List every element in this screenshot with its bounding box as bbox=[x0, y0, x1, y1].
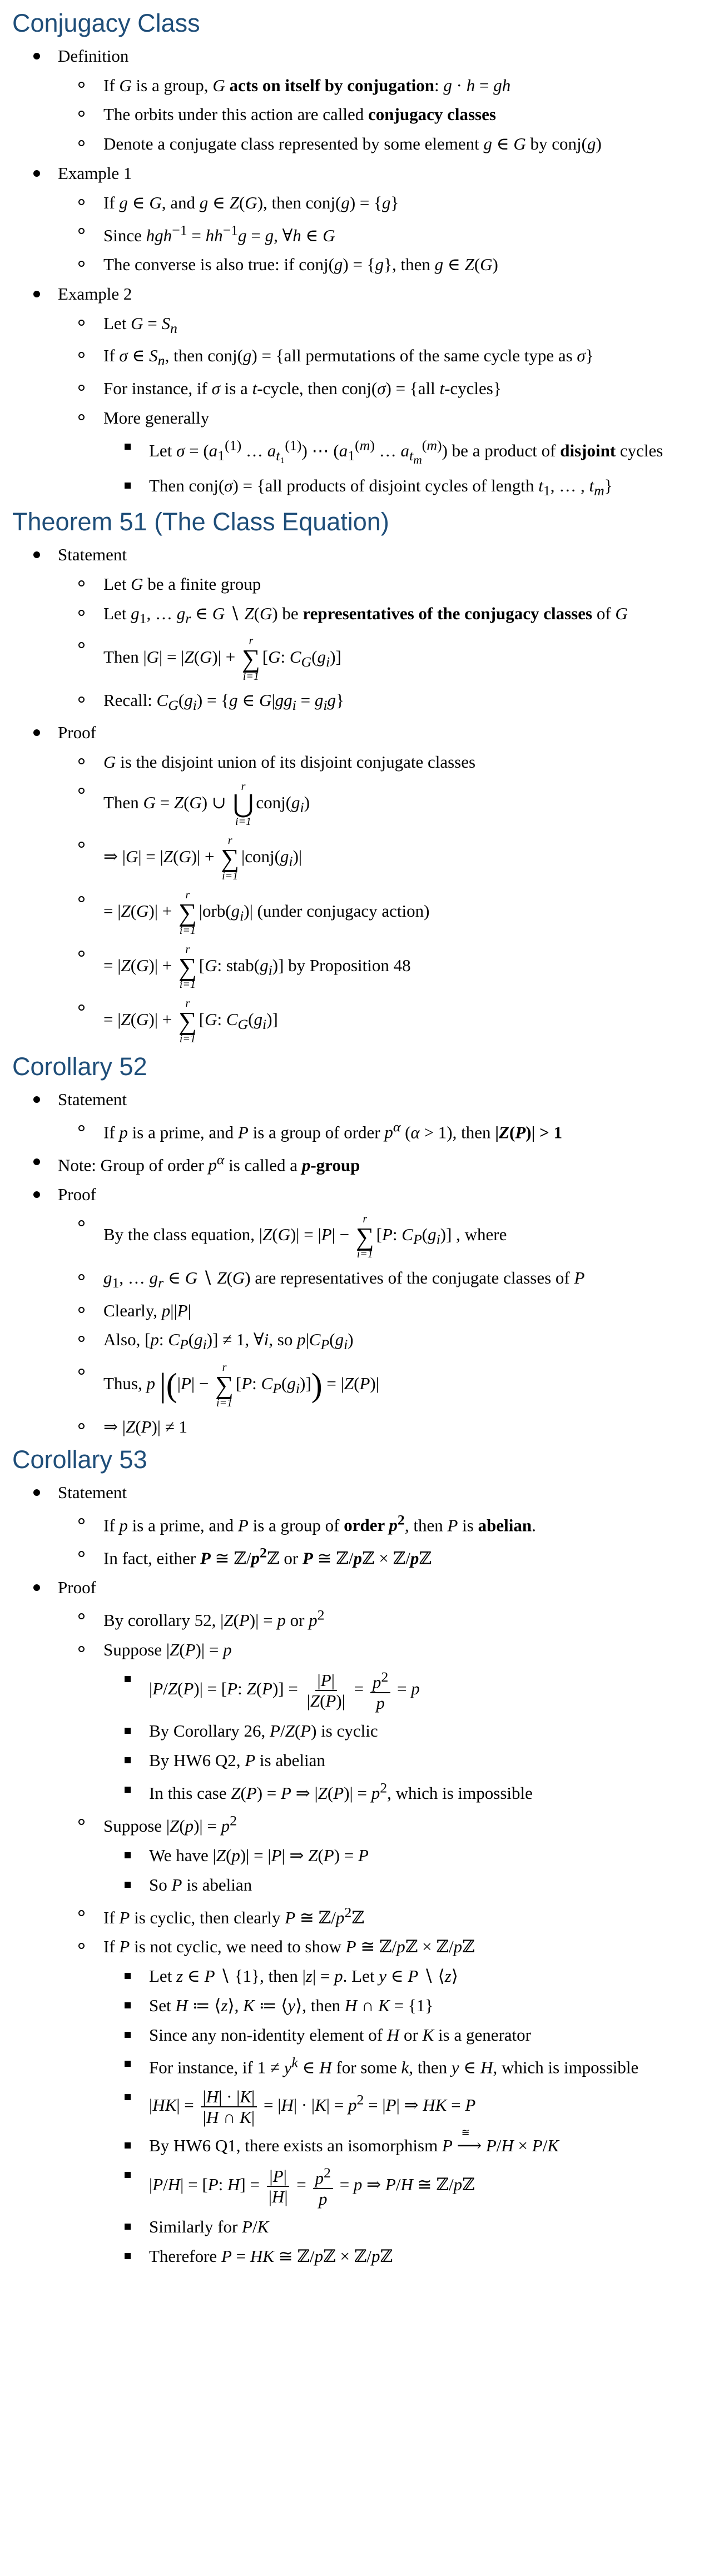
bullet-marker-icon bbox=[125, 1728, 131, 1734]
bullet-marker-icon bbox=[78, 1336, 85, 1342]
section bbox=[12, 9, 702, 500]
bullet-marker-icon bbox=[125, 2002, 131, 2008]
bullet-list-level-2 bbox=[58, 75, 702, 155]
bullet-marker-icon bbox=[78, 199, 85, 205]
list-item bbox=[58, 603, 702, 628]
list-item-text: ⇒ |Z(P)| ≠ 1 bbox=[103, 1416, 187, 1436]
list-item-text: Then |G| = |Z(G)| + r ∑ i=1 [G: $C_G(g_i)$] bbox=[103, 635, 341, 683]
list-item-text: = |Z(G)| + r ∑ i=1 $|orb(g_i)|$ (under conjugacy action) bbox=[103, 889, 430, 937]
list-item-text: If σ ∈ $S_n$, then conj(g) = {all permutations of the same cycle type as σ} bbox=[103, 346, 594, 369]
list-item bbox=[58, 998, 702, 1045]
list-item bbox=[58, 1936, 702, 2267]
list-item-text: The converse is also true: if conj(g) = {g}, then g ∈ Z(G) bbox=[103, 255, 498, 275]
list-item-text: We have |Z(p)| = |P| ⇒ Z(P) = P bbox=[149, 1845, 369, 1865]
list-item-text: Then G = Z(G) ∪ r ⋃ i=1 $conj(g_i)$ bbox=[103, 780, 310, 828]
bullet-marker-icon bbox=[125, 483, 131, 489]
list-item bbox=[103, 1845, 702, 1867]
list-item bbox=[58, 1300, 702, 1322]
bullet-list-level-2 bbox=[58, 192, 702, 276]
bullet-list-level-1 bbox=[12, 1482, 702, 2267]
bullet-list-level-2 bbox=[58, 574, 702, 714]
list-item bbox=[12, 1482, 702, 1569]
list-item-text: In fact, either P ≅ $ℤ/p^2ℤ$ or P ≅ ℤ/pℤ × ℤ/pℤ bbox=[103, 1544, 432, 1568]
bullet-marker-icon bbox=[125, 2094, 131, 2100]
bullet-marker-icon bbox=[78, 1551, 85, 1557]
bullet-list-level-3 bbox=[103, 1669, 702, 1804]
list-item bbox=[103, 1779, 702, 1804]
bullet-marker-icon bbox=[125, 1757, 131, 1763]
list-item-text: If p is a prime, and P is a group of order $p^2$, then P is abelian. bbox=[103, 1511, 536, 1535]
bullet-list-level-2 bbox=[58, 1214, 702, 1438]
list-item bbox=[12, 722, 702, 1045]
list-item bbox=[58, 75, 702, 97]
bullet-marker-icon bbox=[78, 1518, 85, 1524]
list-item bbox=[58, 1607, 702, 1632]
list-item-text: Proof bbox=[58, 723, 96, 743]
list-item-text: Suppose |Z(P)| = p bbox=[103, 1639, 232, 1659]
bullet-marker-icon bbox=[78, 414, 85, 420]
bullet-marker-icon bbox=[78, 1220, 85, 1226]
bullet-marker-icon bbox=[33, 551, 40, 558]
list-item bbox=[103, 2165, 702, 2209]
list-item bbox=[58, 221, 702, 246]
list-item bbox=[103, 2246, 702, 2267]
list-item bbox=[58, 345, 702, 370]
bullet-marker-icon bbox=[78, 1369, 85, 1375]
list-item-text: G is the disjoint union of its disjoint conjugate classes bbox=[103, 752, 476, 772]
section-title: Corollary 52 bbox=[12, 1052, 147, 1081]
bullet-marker-icon bbox=[78, 1423, 85, 1429]
bullet-marker-icon bbox=[78, 758, 85, 764]
list-item bbox=[58, 1214, 702, 1260]
list-item bbox=[103, 1720, 702, 1742]
bullet-marker-icon bbox=[78, 352, 85, 358]
list-item-text: If p is a prime, and P is a group of order $p^\alpha$ (α > 1), then |Z(P)| > 1 bbox=[103, 1118, 563, 1142]
bullet-marker-icon bbox=[125, 1882, 131, 1888]
list-item bbox=[58, 1544, 702, 1569]
bullet-marker-icon bbox=[125, 2142, 131, 2149]
list-item-text: In this case Z(P) = P ⇒ $|Z(P)| = p^2$, which is impossible bbox=[149, 1779, 533, 1803]
list-item bbox=[58, 1416, 702, 1438]
bullet-marker-icon bbox=[125, 444, 131, 450]
list-item bbox=[103, 1669, 702, 1713]
bullet-marker-icon bbox=[78, 610, 85, 616]
list-item bbox=[103, 436, 702, 468]
list-item-text: $g_1$, … $g_r$ ∈ G ∖ Z(G) are representatives of the conjugate classes of P bbox=[103, 1268, 585, 1291]
list-item bbox=[58, 944, 702, 991]
bullet-list-level-2 bbox=[58, 1118, 702, 1143]
list-item-text: Note: Group of order $p^\alpha$ is called a p-group bbox=[58, 1151, 360, 1175]
section-title: Theorem 51 (The Class Equation) bbox=[12, 508, 389, 536]
list-item bbox=[12, 1577, 702, 2267]
section-title: Conjugacy Class bbox=[12, 9, 200, 37]
list-item bbox=[58, 1267, 702, 1292]
bullet-marker-icon bbox=[78, 385, 85, 391]
bullet-marker-icon bbox=[78, 1004, 85, 1011]
bullet-list-level-2 bbox=[58, 1511, 702, 1569]
list-item-text: By the class equation, |Z(G)| = |P| − r ∑ i=1 [P: $C_P(g_i)$] , where bbox=[103, 1212, 507, 1261]
bullet-list-level-2 bbox=[58, 313, 702, 500]
list-item-text: By HW6 Q2, P is abelian bbox=[149, 1750, 325, 1770]
list-item bbox=[58, 1362, 702, 1409]
list-item-text: Example 2 bbox=[58, 284, 132, 304]
list-item bbox=[103, 2053, 702, 2078]
bullet-marker-icon bbox=[125, 1676, 131, 1682]
list-item bbox=[58, 1903, 702, 1928]
list-item-text: By HW6 Q1, there exists an isomorphism P ≅ ⟶ P/H × P/K bbox=[149, 2126, 559, 2155]
list-item-text: If G is a group, G acts on itself by conjugation: g · h = gh bbox=[103, 75, 511, 95]
list-item-text: Similarly for P/K bbox=[149, 2217, 269, 2237]
list-item-text: |P/H| = [P: H] = $\frac{|P|}{|H|}$ = $\frac{p^2}{p}$ = p ⇒ P/H ≅ ℤ/pℤ bbox=[149, 2164, 475, 2209]
list-item bbox=[58, 1511, 702, 1536]
bullet-marker-icon bbox=[78, 1307, 85, 1313]
list-item bbox=[58, 313, 702, 337]
bullet-marker-icon bbox=[78, 261, 85, 267]
list-item bbox=[12, 1151, 702, 1176]
list-item bbox=[12, 46, 702, 155]
list-item bbox=[58, 378, 702, 400]
list-item-text: Let $g_1$, … $g_r$ ∈ G ∖ Z(G) be representatives of the conjugacy classes of G bbox=[103, 603, 628, 626]
list-item-text: ⇒ |G| = |Z(G)| + r ∑ i=1 $|conj(g_i)|$ bbox=[103, 834, 303, 883]
list-item bbox=[103, 2216, 702, 2238]
list-item-text: Statement bbox=[58, 545, 127, 565]
list-item-text: Therefore P = HK ≅ ℤ/pℤ × ℤ/pℤ bbox=[149, 2246, 393, 2266]
list-item bbox=[12, 284, 702, 500]
bullet-marker-icon bbox=[33, 1191, 40, 1198]
list-item-text: Proof bbox=[58, 1578, 96, 1597]
list-item-text: If P is not cyclic, we need to show P ≅ ℤ/pℤ × ℤ/pℤ bbox=[103, 1937, 475, 1957]
list-item-text: For instance, if $1 \ne y^k$ ∈ H for some k, then y ∈ H, which is impossible bbox=[149, 2054, 639, 2077]
bullet-marker-icon bbox=[78, 896, 85, 902]
list-item bbox=[103, 1966, 702, 1987]
list-item bbox=[58, 1639, 702, 1804]
bullet-marker-icon bbox=[125, 1787, 131, 1793]
bullet-marker-icon bbox=[125, 2172, 131, 2178]
list-item bbox=[58, 690, 702, 714]
list-item bbox=[58, 889, 702, 936]
list-item bbox=[103, 475, 702, 500]
bullet-marker-icon bbox=[78, 320, 85, 326]
bullet-marker-icon bbox=[33, 1584, 40, 1591]
list-item-text: = |Z(G)| + r ∑ i=1 [G: $C_G(g_i)$] bbox=[103, 997, 278, 1046]
list-item-text: Definition bbox=[58, 46, 129, 66]
bullet-marker-icon bbox=[78, 580, 85, 586]
bullet-marker-icon bbox=[33, 170, 40, 177]
bullet-marker-icon bbox=[78, 228, 85, 234]
list-item bbox=[103, 1874, 702, 1896]
list-item-text: More generally bbox=[103, 407, 210, 427]
bullet-marker-icon bbox=[33, 291, 40, 297]
bullet-marker-icon bbox=[78, 842, 85, 848]
list-item-text: Recall: $C_G(g_i) = \{g$ ∈ $G|gg_i = g_ig$} bbox=[103, 690, 344, 713]
list-item bbox=[58, 1329, 702, 1354]
list-item-text: Then conj(σ) = {all products of disjoint cycles of length $t_1$, … , $t_m$} bbox=[149, 475, 613, 499]
list-item-text: Since $hgh^{-1} = hh^{-1}g = g$, ∀h ∈ G bbox=[103, 222, 335, 245]
section-title: Corollary 53 bbox=[12, 1445, 147, 1474]
bullet-marker-icon bbox=[78, 1943, 85, 1949]
list-item-text: Also, [p: $C_P(g_i)] \ne 1$, ∀i, so $p|C_P(g_i)$ bbox=[103, 1330, 354, 1353]
list-item bbox=[58, 1118, 702, 1143]
list-item-text: = |Z(G)| + r ∑ i=1 [G: $stab(g_i)$] by Proposition 48 bbox=[103, 943, 411, 991]
bullet-marker-icon bbox=[78, 1646, 85, 1652]
list-item bbox=[58, 407, 702, 500]
bullet-marker-icon bbox=[78, 1274, 85, 1280]
list-item-text: So P is abelian bbox=[149, 1874, 252, 1894]
list-item bbox=[58, 635, 702, 682]
list-item-text: Statement bbox=[58, 1483, 127, 1503]
list-item-text: Let z ∈ P ∖ {1}, then |z| = p. Let y ∈ P ∖ ⟨z⟩ bbox=[149, 1966, 458, 1986]
bullet-marker-icon bbox=[125, 2032, 131, 2038]
list-item bbox=[12, 163, 702, 276]
bullet-list-level-1 bbox=[12, 1089, 702, 1438]
list-item-text: |HK| = $\frac{|H| \cdot |K|}{|H \cap K|}$ = $|H| \cdot |K| = p^2 = |P|$ ⇒ HK = P bbox=[149, 2086, 476, 2127]
list-item-text: For instance, if σ is a t-cycle, then conj(σ) = {all t-cycles} bbox=[103, 378, 502, 398]
list-item bbox=[58, 781, 702, 828]
bullet-list-level-3 bbox=[103, 1845, 702, 1896]
bullet-marker-icon bbox=[125, 1852, 131, 1858]
list-item-text: If g ∈ G, and g ∈ Z(G), then conj(g) = {g} bbox=[103, 192, 399, 212]
list-item bbox=[58, 1812, 702, 1896]
bullet-marker-icon bbox=[78, 1125, 85, 1131]
bullet-marker-icon bbox=[125, 1973, 131, 1979]
list-item-text: Since any non-identity element of H or K is a generator bbox=[149, 2025, 531, 2045]
list-item bbox=[103, 2087, 702, 2127]
section bbox=[12, 1445, 702, 2267]
list-item bbox=[12, 1184, 702, 1438]
list-item-text: Denote a conjugate class represented by some element g ∈ G by conj(g) bbox=[103, 134, 602, 153]
bullet-marker-icon bbox=[125, 2061, 131, 2067]
list-item-text: Suppose $|Z(p)| = p^2$ bbox=[103, 1812, 237, 1836]
list-item-text: Let $G = S_n$ bbox=[103, 313, 177, 337]
list-item-text: Thus, p |(|P| − r ∑ i=1 [P: $C_P(g_i)]) = |Z(P)|$ bbox=[103, 1361, 379, 1409]
list-item bbox=[58, 835, 702, 882]
bullet-marker-icon bbox=[33, 53, 40, 59]
bullet-marker-icon bbox=[78, 697, 85, 703]
list-item bbox=[58, 133, 702, 155]
list-item bbox=[12, 544, 702, 714]
bullet-marker-icon bbox=[78, 951, 85, 957]
section bbox=[12, 508, 702, 1045]
bullet-marker-icon bbox=[78, 82, 85, 88]
list-item-text: Clearly, p||P| bbox=[103, 1300, 191, 1320]
bullet-marker-icon bbox=[33, 1096, 40, 1103]
list-item bbox=[58, 752, 702, 773]
bullet-marker-icon bbox=[78, 140, 85, 146]
bullet-marker-icon bbox=[125, 2224, 131, 2230]
list-item-text: The orbits under this action are called conjugacy classes bbox=[103, 105, 496, 125]
bullet-marker-icon bbox=[78, 788, 85, 794]
list-item-text: Example 1 bbox=[58, 163, 132, 183]
bullet-list-level-2 bbox=[58, 752, 702, 1045]
bullet-marker-icon bbox=[78, 111, 85, 117]
bullet-marker-icon bbox=[78, 1910, 85, 1916]
list-item-text: Set H ≔ ⟨z⟩, K ≔ ⟨y⟩, then H ∩ K = {1} bbox=[149, 1995, 434, 2015]
list-item bbox=[103, 1995, 702, 2017]
list-item-text: Let G be a finite group bbox=[103, 574, 261, 594]
bullet-marker-icon bbox=[125, 2253, 131, 2259]
list-item-text: Statement bbox=[58, 1089, 127, 1109]
bullet-marker-icon bbox=[78, 1819, 85, 1825]
list-item bbox=[58, 254, 702, 276]
list-item-text: By Corollary 26, P/Z(P) is cyclic bbox=[149, 1721, 378, 1741]
bullet-list-level-2 bbox=[58, 1607, 702, 2267]
list-item bbox=[58, 574, 702, 595]
bullet-marker-icon bbox=[78, 1613, 85, 1619]
bullet-marker-icon bbox=[33, 729, 40, 736]
bullet-marker-icon bbox=[33, 1158, 40, 1165]
list-item bbox=[58, 104, 702, 126]
bullet-marker-icon bbox=[78, 642, 85, 648]
list-item-text: By corollary 52, |Z(P)| = p or $p^2$ bbox=[103, 1607, 325, 1630]
list-item-text: |P/Z(P)| = [P: Z(P)] = $\frac{|P|}{|Z(P)|}$ = $\frac{p^2}{p}$ = p bbox=[149, 1668, 420, 1713]
list-item bbox=[103, 1750, 702, 1772]
section bbox=[12, 1052, 702, 1438]
bullet-list-level-3 bbox=[103, 436, 702, 500]
list-item-text: If P is cyclic, then clearly P ≅ $ℤ/p^2ℤ$ bbox=[103, 1904, 364, 1927]
list-item-text: Let $\sigma = (a_1^{(1)}$ … $a_{t_1}^{(1)}$) ⋯ ($a_1^{(m)}$ … $a_{t_m}^{(m)}$) be a product of disjoint cycles bbox=[149, 437, 663, 466]
list-item bbox=[103, 2025, 702, 2046]
bullet-marker-icon bbox=[33, 1489, 40, 1496]
list-item bbox=[58, 192, 702, 214]
bullet-list-level-3 bbox=[103, 1966, 702, 2267]
bullet-list-level-1 bbox=[12, 544, 702, 1045]
list-item-text: Proof bbox=[58, 1184, 96, 1204]
bullet-list-level-1 bbox=[12, 46, 702, 500]
list-item bbox=[12, 1089, 702, 1143]
list-item bbox=[103, 2126, 702, 2157]
